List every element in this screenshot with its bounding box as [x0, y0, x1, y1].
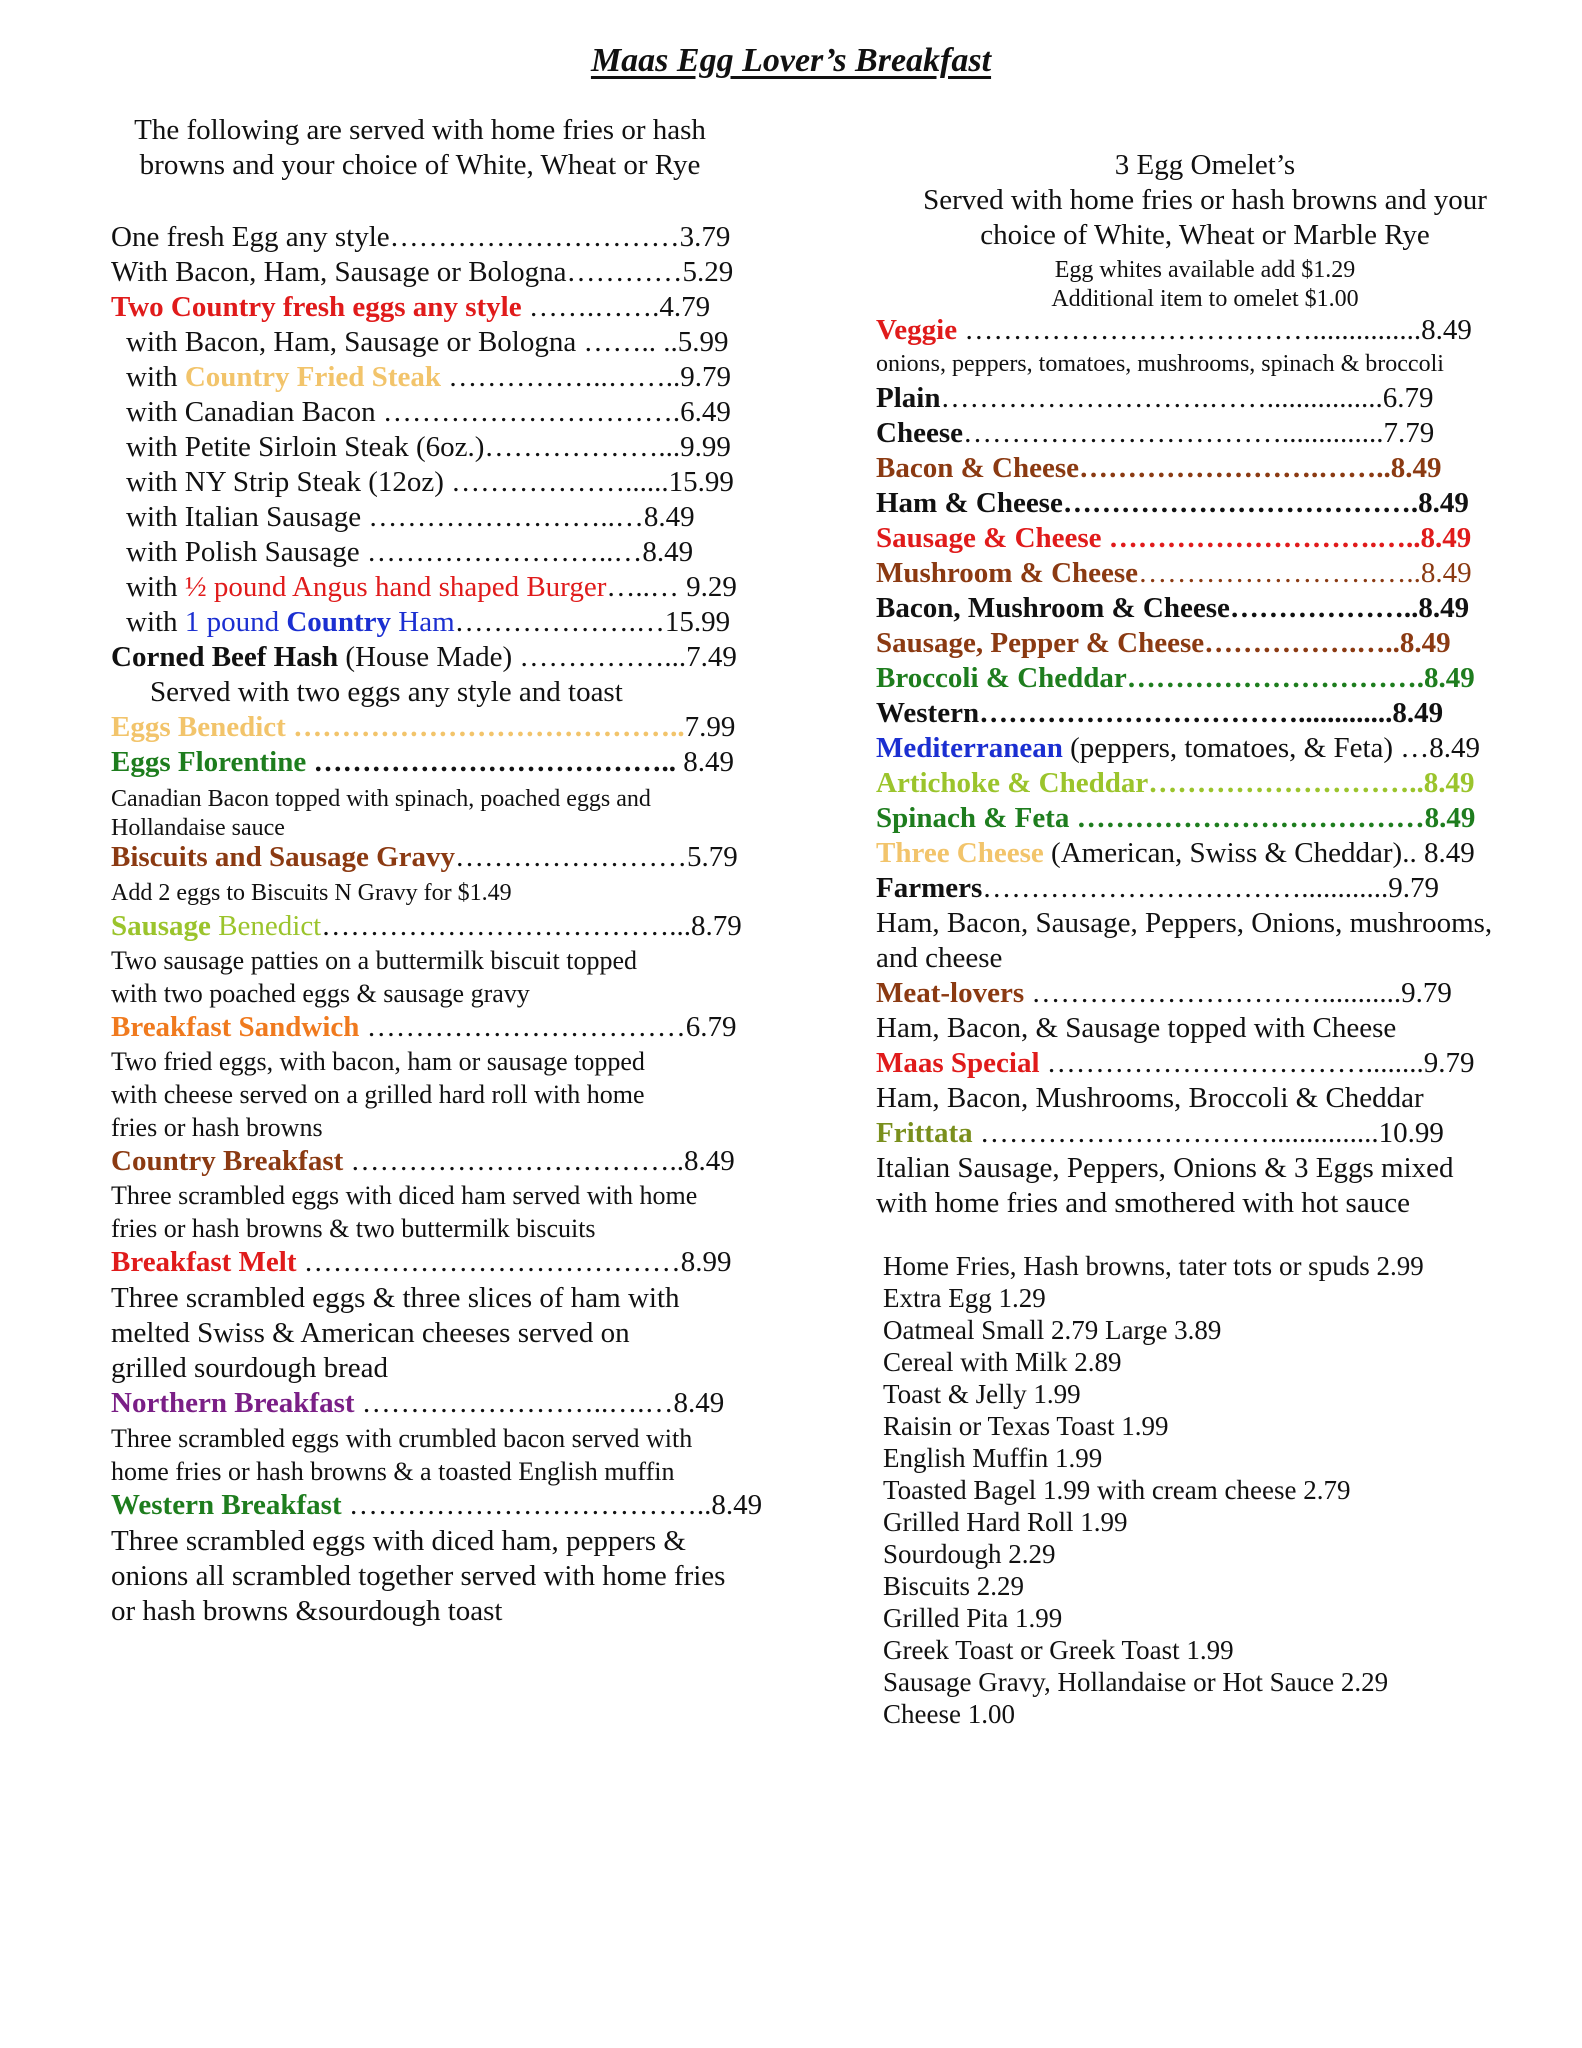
omelet-med-rest: (peppers, tomatoes, & Feta) …8.49 [1062, 732, 1481, 764]
egg-whites-note: Egg whites available add $1.29 [1054, 257, 1356, 283]
item-biscuits-name: Biscuits and Sausage Gravy [111, 841, 456, 873]
item-with-steak-price: ……………..……..9.79 [440, 361, 731, 393]
item-sausage-ben-price: ………………………………...8.79 [321, 910, 742, 942]
frittata-desc-1: Italian Sausage, Peppers, Onions & 3 Eggs mixed [876, 1152, 1454, 1184]
side-item: Biscuits 2.29 [883, 1571, 1025, 1601]
item-with-ham [126, 608, 730, 637]
item-florentine-name: Eggs Florentine [111, 746, 307, 778]
northern-desc-1: Three scrambled eggs with crumbled bacon served with [111, 1424, 693, 1453]
side-item: Home Fries, Hash browns, tater tots or spuds 2.99 [883, 1251, 1424, 1281]
item-two-eggs [111, 293, 710, 322]
item-with-ny: with NY Strip Steak (12oz) ………………......15.99 [126, 466, 734, 498]
item-benedict-price: 7.99 [684, 711, 736, 743]
meat-desc: Ham, Bacon, & Sausage topped with Cheese [876, 1012, 1397, 1044]
item-northern-price: ……………………..….…8.49 [354, 1387, 725, 1419]
sandwich-desc-3: fries or hash browns [111, 1113, 323, 1142]
item-hash-rest: (House Made) ……………...7.49 [338, 641, 737, 673]
omelet-three-rest: (American, Swiss & Cheddar).. 8.49 [1043, 837, 1475, 869]
sausage-ben-desc-1: Two sausage patties on a buttermilk biscuit topped [111, 946, 638, 975]
melt-desc-1: Three scrambled eggs & three slices of ham with [111, 1282, 680, 1314]
omelet-sausage-cheese: Sausage & Cheese ……………………….…..8.49 [876, 522, 1472, 554]
omelet-cheese-name: Cheese [876, 417, 963, 449]
omelet-bacon-mushroom: Bacon, Mushroom & Cheese………………..8.49 [876, 592, 1470, 624]
item-with-steak [126, 363, 731, 392]
omelet-western: Western…………………………….............8.49 [876, 697, 1444, 729]
item-biscuits-price: ……………………5.79 [455, 841, 738, 873]
omelet-farmers [876, 874, 1439, 903]
additional-item-note: Additional item to omelet $1.00 [1051, 286, 1359, 312]
item-northern-name: Northern Breakfast [111, 1387, 355, 1419]
omelet-three-cheese [876, 839, 1475, 868]
item-one-egg: One fresh Egg any style…………………………3.79 [111, 221, 731, 253]
item-with-ham-3: Ham [391, 606, 455, 638]
side-item: Grilled Hard Roll 1.99 [883, 1507, 1128, 1537]
item-biscuits-gravy [111, 843, 738, 872]
omelet-meat-price: …………………………...........9.79 [1024, 977, 1452, 1009]
item-country-price: ……………………………..8.49 [343, 1145, 735, 1177]
western-desc-3: or hash browns &sourdough toast [111, 1595, 503, 1627]
melt-desc-2: melted Swiss & American cheeses served on [111, 1317, 630, 1349]
item-with-steak-name: Country Fried Steak [184, 361, 441, 393]
omelet-maas-price: ……………………………........9.79 [1039, 1047, 1475, 1079]
item-western-breakfast [111, 1491, 762, 1520]
menu-title [0, 42, 1582, 80]
item-western-name: Western Breakfast [111, 1489, 342, 1521]
country-desc-1: Three scrambled eggs with diced ham served with home [111, 1181, 698, 1210]
sausage-ben-desc-2: with two poached eggs & sausage gravy [111, 979, 530, 1008]
western-desc-2: onions all scrambled together served with home fries [111, 1560, 726, 1592]
item-with-burger-price: …..… 9.29 [606, 571, 737, 603]
item-with-sirloin: with Petite Sirloin Steak (6oz.)………………...9.99 [126, 431, 731, 463]
northern-desc-2: home fries or hash browns & a toasted English muffin [111, 1457, 675, 1486]
side-item: Oatmeal Small 2.79 Large 3.89 [883, 1315, 1222, 1345]
item-sausage-ben-2: Benedict [210, 910, 322, 942]
omelet-maas-special [876, 1049, 1475, 1078]
omelet-artichoke: Artichoke & Cheddar………………………..8.49 [876, 767, 1475, 799]
western-desc-1: Three scrambled eggs with diced ham, peppers & [111, 1525, 686, 1557]
sandwich-desc-1: Two fried eggs, with bacon, ham or sausage topped [111, 1047, 645, 1076]
omelet-mushroom-cheese-price: …………………….…..8.49 [1138, 557, 1472, 589]
omelet-bacon-cheese: Bacon & Cheese…………………….……..8.49 [876, 452, 1442, 484]
side-item: Sausage Gravy, Hollandaise or Hot Sauce 2.29 [883, 1667, 1389, 1697]
item-florentine-dots: ……………………………….. [306, 746, 676, 778]
biscuits-note: Add 2 eggs to Biscuits N Gravy for $1.49 [111, 880, 512, 906]
side-item: Toast & Jelly 1.99 [883, 1379, 1081, 1409]
omelet-mushroom-cheese [876, 559, 1472, 588]
item-western-price: ………………………………..8.49 [341, 1489, 763, 1521]
item-benedict-name: Eggs Benedict [111, 711, 286, 743]
item-with-steak-prefix: with [126, 361, 185, 393]
item-one-egg-meat: With Bacon, Ham, Sausage or Bologna…………5.29 [111, 256, 734, 288]
omelet-farmers-price: ……………………………............9.79 [982, 872, 1440, 904]
item-sandwich-price: ……………………………6.79 [359, 1011, 737, 1043]
item-sausage-ben-1: Sausage [111, 910, 211, 942]
side-item: Cheese 1.00 [883, 1699, 1015, 1729]
item-eggs-benedict [111, 713, 735, 742]
item-with-polish: with Polish Sausage ……………………..…8.49 [126, 536, 694, 568]
item-hash-name: Corned Beef Hash [111, 641, 339, 673]
item-florentine-price: 8.49 [675, 746, 734, 778]
item-benedict-dots: ………………………………….. [285, 711, 685, 743]
omelet-cheese-price: ……………………………..............7.79 [962, 417, 1435, 449]
omelet-mediterranean [876, 734, 1480, 763]
item-with-burger-prefix: with [126, 571, 185, 603]
side-item: Raisin or Texas Toast 1.99 [883, 1411, 1169, 1441]
item-with-ham-2: Country [286, 606, 392, 638]
item-with-burger-name: ½ pound Angus hand shaped Burger [184, 571, 607, 603]
country-desc-2: fries or hash browns & two buttermilk biscuits [111, 1214, 596, 1243]
omelet-farmers-name: Farmers [876, 872, 983, 904]
item-melt-name: Breakfast Melt [111, 1246, 297, 1278]
left-intro-line-1: The following are served with home fries or hash [134, 114, 706, 146]
item-with-ham-prefix: with [126, 606, 185, 638]
item-breakfast-sandwich [111, 1013, 736, 1042]
omelet-sausage-pepper: Sausage, Pepper & Cheese…………….…..8.49 [876, 627, 1451, 659]
item-with-canadian: with Canadian Bacon ………………………….6.49 [126, 396, 731, 428]
frittata-desc-2: with home fries and smothered with hot sauce [876, 1187, 1410, 1219]
florentine-desc-2: Hollandaise sauce [111, 815, 285, 841]
omelet-sub-2: choice of White, Wheat or Marble Rye [980, 219, 1430, 251]
omelet-frittata-name: Frittata [876, 1117, 973, 1149]
melt-desc-3: grilled sourdough bread [111, 1352, 389, 1384]
omelet-title: 3 Egg Omelet’s [1114, 149, 1296, 181]
side-item: Toasted Bagel 1.99 with cream cheese 2.79 [883, 1475, 1351, 1505]
item-country-name: Country Breakfast [111, 1145, 344, 1177]
item-two-eggs-price: …….…….4.79 [521, 291, 711, 323]
omelet-veggie [876, 316, 1472, 345]
item-northern-breakfast [111, 1389, 724, 1418]
omelet-ham-cheese: Ham & Cheese……………………………….8.49 [876, 487, 1469, 519]
omelet-plain-name: Plain [876, 382, 941, 414]
item-melt-price: …………………………………8.99 [296, 1246, 732, 1278]
omelet-meat-name: Meat-lovers [876, 977, 1025, 1009]
omelet-plain [876, 384, 1433, 413]
served-two-eggs-note: Served with two eggs any style and toast [150, 676, 623, 708]
omelet-three-name: Three Cheese [876, 837, 1044, 869]
left-intro-line-2: browns and your choice of White, Wheat or Rye [139, 149, 701, 181]
omelet-mushroom-cheese-name: Mushroom & Cheese [876, 557, 1139, 589]
side-item: Extra Egg 1.29 [883, 1283, 1046, 1313]
side-item: Greek Toast or Greek Toast 1.99 [883, 1635, 1234, 1665]
omelet-spinach-feta: Spinach & Feta ………………………………8.49 [876, 802, 1476, 834]
omelet-med-name: Mediterranean [876, 732, 1063, 764]
item-with-ham-1: 1 pound [184, 606, 287, 638]
omelet-veggie-name: Veggie [876, 314, 958, 346]
item-country-breakfast [111, 1147, 735, 1176]
omelet-frittata-price: …………………………...............10.99 [972, 1117, 1444, 1149]
item-with-ham-price: ……………….…15.99 [454, 606, 731, 638]
florentine-desc-1: Canadian Bacon topped with spinach, poached eggs and [111, 786, 651, 812]
item-sandwich-name: Breakfast Sandwich [111, 1011, 360, 1043]
side-item: Cereal with Milk 2.89 [883, 1347, 1122, 1377]
side-item: English Muffin 1.99 [883, 1443, 1103, 1473]
omelet-meat-lovers [876, 979, 1452, 1008]
item-sausage-benedict [111, 912, 742, 941]
item-eggs-florentine [111, 748, 734, 777]
veggie-desc: onions, peppers, tomatoes, mushrooms, spinach & broccoli [876, 351, 1444, 377]
item-corned-beef-hash [111, 643, 737, 672]
side-item: Sourdough 2.29 [883, 1539, 1056, 1569]
maas-desc: Ham, Bacon, Mushrooms, Broccoli & Cheddar [876, 1082, 1424, 1114]
item-two-eggs-name: Two Country fresh eggs any style [111, 291, 522, 323]
sandwich-desc-2: with cheese served on a grilled hard roll with home [111, 1080, 645, 1109]
omelet-maas-name: Maas Special [876, 1047, 1040, 1079]
omelet-frittata [876, 1119, 1444, 1148]
omelet-sub-1: Served with home fries or hash browns and your [923, 184, 1487, 216]
omelet-cheese [876, 419, 1434, 448]
farmers-desc-2: and cheese [876, 942, 1003, 974]
menu-title-text: Maas Egg Lover’s Breakfast [590, 42, 992, 79]
farmers-desc-1: Ham, Bacon, Sausage, Peppers, Onions, mushrooms, [876, 907, 1493, 939]
item-with-burger [126, 573, 737, 602]
omelet-broccoli-cheddar: Broccoli & Cheddar………………………….8.49 [876, 662, 1475, 694]
item-with-meat: with Bacon, Ham, Sausage or Bologna …….. ..5.99 [126, 326, 729, 358]
omelet-veggie-price: ………………………………...............8.49 [957, 314, 1472, 346]
omelet-plain-price: ……………………….……................6.79 [940, 382, 1434, 414]
item-with-italian: with Italian Sausage ……………………..…8.49 [126, 501, 695, 533]
side-item: Grilled Pita 1.99 [883, 1603, 1063, 1633]
item-breakfast-melt [111, 1248, 732, 1277]
